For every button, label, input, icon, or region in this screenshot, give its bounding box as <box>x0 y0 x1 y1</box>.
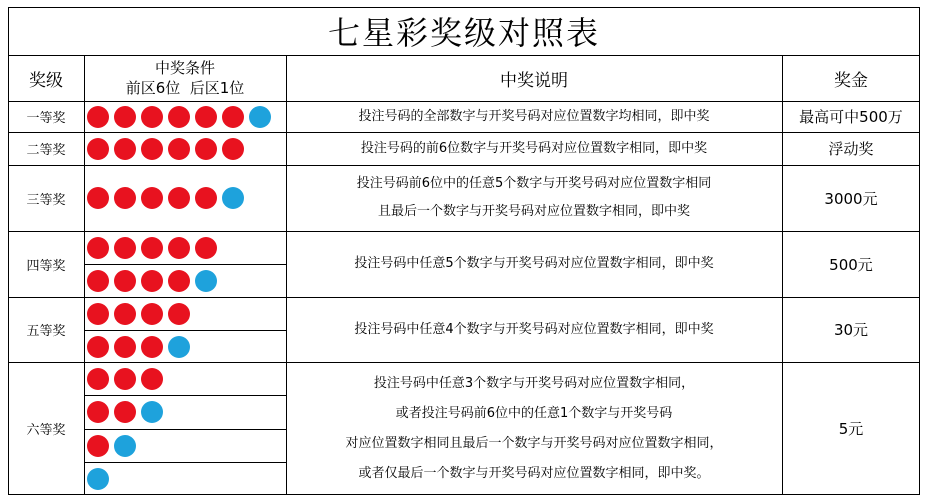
front-ball <box>141 303 163 325</box>
description-line: 且最后一个数字与开奖号码对应位置数字相同，即中奖 <box>377 204 690 219</box>
front-ball <box>222 106 244 128</box>
description-line: 投注号码的前6位数字与开奖号码对应位置数字相同，即中奖 <box>360 140 708 156</box>
front-ball <box>87 401 109 423</box>
description-line: 投注号码中任意4个数字与开奖号码对应位置数字相同，即中奖 <box>354 321 714 337</box>
prize-amount: 500元 <box>829 255 873 274</box>
front-ball <box>141 336 163 358</box>
front-ball <box>168 106 190 128</box>
ball-combination <box>87 101 271 132</box>
description-line: 投注号码中任意5个数字与开奖号码对应位置数字相同，即中奖 <box>354 256 714 271</box>
front-ball <box>168 138 190 160</box>
front-ball <box>195 237 217 259</box>
front-ball <box>114 270 136 292</box>
front-ball <box>141 138 163 160</box>
ball-combination <box>87 132 244 165</box>
front-ball <box>141 368 163 390</box>
front-ball <box>141 270 163 292</box>
front-ball <box>114 336 136 358</box>
front-ball <box>141 106 163 128</box>
description-line: 投注号码的全部数字与开奖号码对应位置数字均相同，即中奖 <box>358 108 710 124</box>
front-ball <box>87 435 109 457</box>
prize-description <box>286 362 782 495</box>
ball-combination <box>87 297 190 330</box>
description-line: 或者投注号码前6位中的任意1个数字与开奖号码 <box>395 405 673 421</box>
back-ball <box>168 336 190 358</box>
ball-combination <box>87 231 217 264</box>
front-ball <box>114 187 136 209</box>
prize-description <box>286 165 782 231</box>
prize-description <box>286 101 782 132</box>
front-ball <box>87 237 109 259</box>
ball-combination <box>87 395 163 428</box>
back-ball <box>222 187 244 209</box>
prize-amount: 30元 <box>833 321 869 339</box>
prize-level: 一等奖 <box>26 111 66 126</box>
ball-combination <box>87 462 109 495</box>
prize-description <box>286 231 782 297</box>
header-description: 中奖说明 <box>500 70 568 91</box>
front-ball <box>114 368 136 390</box>
row-divider <box>8 55 920 56</box>
front-ball <box>114 303 136 325</box>
front-ball <box>87 138 109 160</box>
prize-amount: 浮动奖 <box>828 140 874 158</box>
front-ball <box>87 106 109 128</box>
ball-combination <box>87 165 244 231</box>
front-ball <box>87 303 109 325</box>
front-ball <box>114 138 136 160</box>
ball-combination <box>87 264 217 297</box>
front-ball <box>114 237 136 259</box>
description-line: 或者仅最后一个数字与开奖号码对应位置数字相同，即中奖。 <box>358 465 710 481</box>
prize-level: 三等奖 <box>26 192 66 208</box>
prize-amount: 最高可中500万 <box>799 108 903 126</box>
header-prize: 奖金 <box>834 70 868 91</box>
prize-amount: 3000元 <box>824 189 878 208</box>
front-ball <box>114 401 136 423</box>
back-ball <box>195 270 217 292</box>
front-ball <box>141 187 163 209</box>
prize-level: 六等奖 <box>26 423 66 438</box>
front-ball <box>168 237 190 259</box>
header-level: 奖级 <box>29 70 63 91</box>
front-ball <box>141 237 163 259</box>
front-ball <box>87 270 109 292</box>
ball-combination <box>87 362 163 395</box>
front-ball <box>168 303 190 325</box>
back-ball <box>87 468 109 490</box>
condition-divider <box>84 462 286 463</box>
description-line: 投注号码前6位中的任意5个数字与开奖号码对应位置数字相同 <box>356 176 712 191</box>
back-ball <box>141 401 163 423</box>
table-title: 七星彩奖级对照表 <box>327 14 600 52</box>
front-ball <box>195 138 217 160</box>
back-ball <box>249 106 271 128</box>
description-line: 对应位置数字相同且最后一个数字与开奖号码对应位置数字相同， <box>345 435 723 451</box>
front-ball <box>222 138 244 160</box>
ball-combination <box>87 330 190 363</box>
prize-level: 二等奖 <box>26 143 66 158</box>
front-ball <box>87 368 109 390</box>
front-ball <box>168 270 190 292</box>
prize-description <box>286 132 782 165</box>
front-ball <box>87 336 109 358</box>
ball-combination <box>87 429 136 462</box>
front-ball <box>114 106 136 128</box>
front-ball <box>87 187 109 209</box>
front-ball <box>168 187 190 209</box>
prize-level: 五等奖 <box>26 324 66 339</box>
prize-level: 四等奖 <box>26 258 66 274</box>
prize-amount: 5元 <box>838 420 864 438</box>
description-line: 投注号码中任意3个数字与开奖号码对应位置数字相同， <box>373 375 695 391</box>
header-condition-line1: 中奖条件 <box>154 59 215 77</box>
header-condition <box>84 55 286 101</box>
front-ball <box>195 106 217 128</box>
prize-description <box>286 297 782 362</box>
front-ball <box>195 187 217 209</box>
back-ball <box>114 435 136 457</box>
header-condition-line2: 前区6位 后区1位 <box>125 79 245 97</box>
